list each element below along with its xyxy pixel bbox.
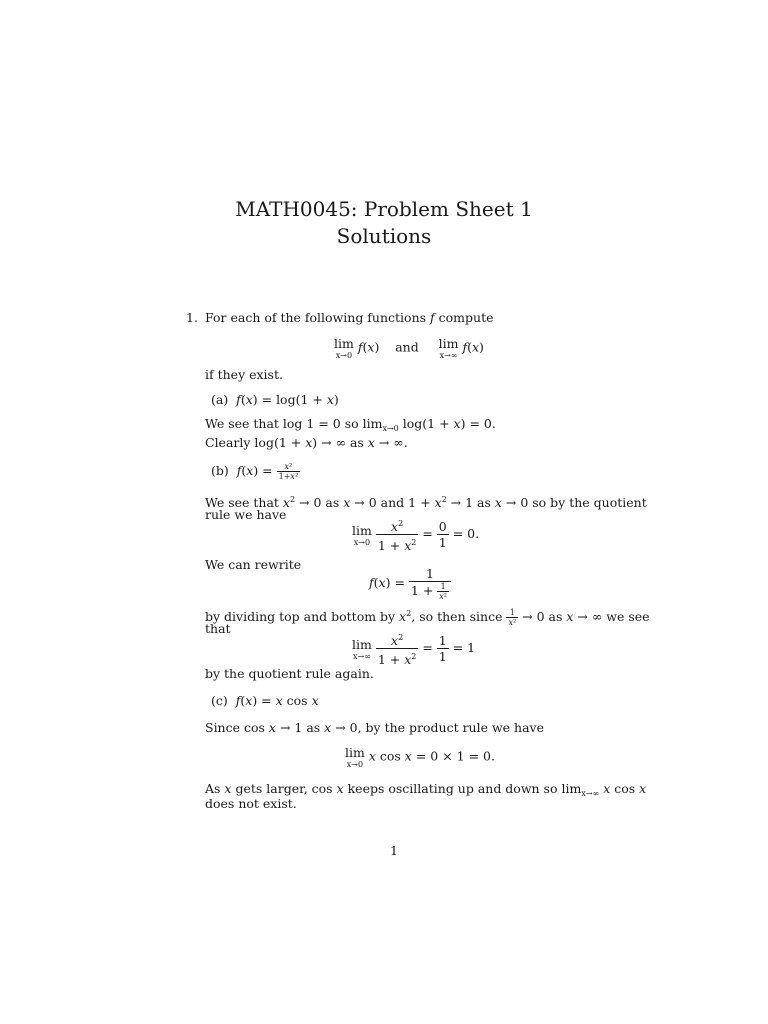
page-subtitle: Solutions bbox=[336, 224, 432, 248]
part-b-line4: that bbox=[205, 621, 231, 636]
part-b-line5: by the quotient rule again. bbox=[205, 666, 374, 681]
part-b-equation3: lim x→∞ $\frac{x^2}{1 + x^2}$ = $\frac{1}{1}$ = 1 bbox=[352, 633, 476, 667]
part-b-equation2: f(x) = 1 1 + $\frac{1}{\text{x²}}$ bbox=[369, 566, 451, 601]
part-b-line2: rule we have bbox=[205, 507, 287, 522]
part-b-line3: by dividing top and bottom by $x^2$, so then since $\frac{1}{\text{x²}}$ → 0 as x → ∞ we see bbox=[205, 608, 650, 627]
part-b-label: (b) bbox=[211, 463, 229, 478]
part-c-line1: Since cos x → 1 as x → 0, by the product rule we have bbox=[205, 720, 544, 735]
part-c-line3: does not exist. bbox=[205, 796, 297, 811]
part-c-heading: (c) f(x) = x cos x bbox=[211, 693, 319, 708]
part-b-heading: (b) f(x) = $\frac{\text{x²}}{\text{1+x²}}$ bbox=[211, 462, 299, 481]
part-a-heading: (a) f(x) = log(1 + x) bbox=[211, 392, 339, 407]
part-c-label: (c) bbox=[211, 693, 228, 708]
page-number: 1 bbox=[390, 843, 398, 858]
part-a-line1: We see that log 1 = 0 so $\lim_{x\to 0} \log(1 + x) = 0$. bbox=[205, 416, 496, 433]
page-title: MATH0045: Problem Sheet 1 bbox=[235, 197, 533, 221]
part-b-line1: We see that $x^2 \to 0$ as x → 0 and $1 + x^2 \to 1$ as x → 0 so by the quotient bbox=[205, 495, 647, 510]
part-a-label: (a) bbox=[211, 392, 229, 407]
part-c-line2: As x gets larger, cos x keeps oscillating up and down so $\lim_{x\to\infty} x$ cos x bbox=[205, 781, 647, 798]
problem-number: 1. bbox=[186, 310, 198, 325]
problem-intro: For each of the following functions f compute bbox=[205, 310, 494, 325]
part-b-equation1: lim x→0 $\frac{x^2}{1 + x^2}$ = $\frac{0}{1}$ = 0. bbox=[352, 519, 480, 553]
part-c-equation1: lim x→0 x cos x = 0 × 1 = 0. bbox=[345, 745, 495, 769]
if-exist-text: if they exist. bbox=[205, 367, 283, 382]
part-a-line2: Clearly log(1 + x) → ∞ as x → ∞. bbox=[205, 435, 408, 450]
limit-display: lim x→0 f(x) and lim x→∞ f(x) bbox=[334, 336, 484, 360]
part-b-rewrite: We can rewrite bbox=[205, 557, 302, 572]
